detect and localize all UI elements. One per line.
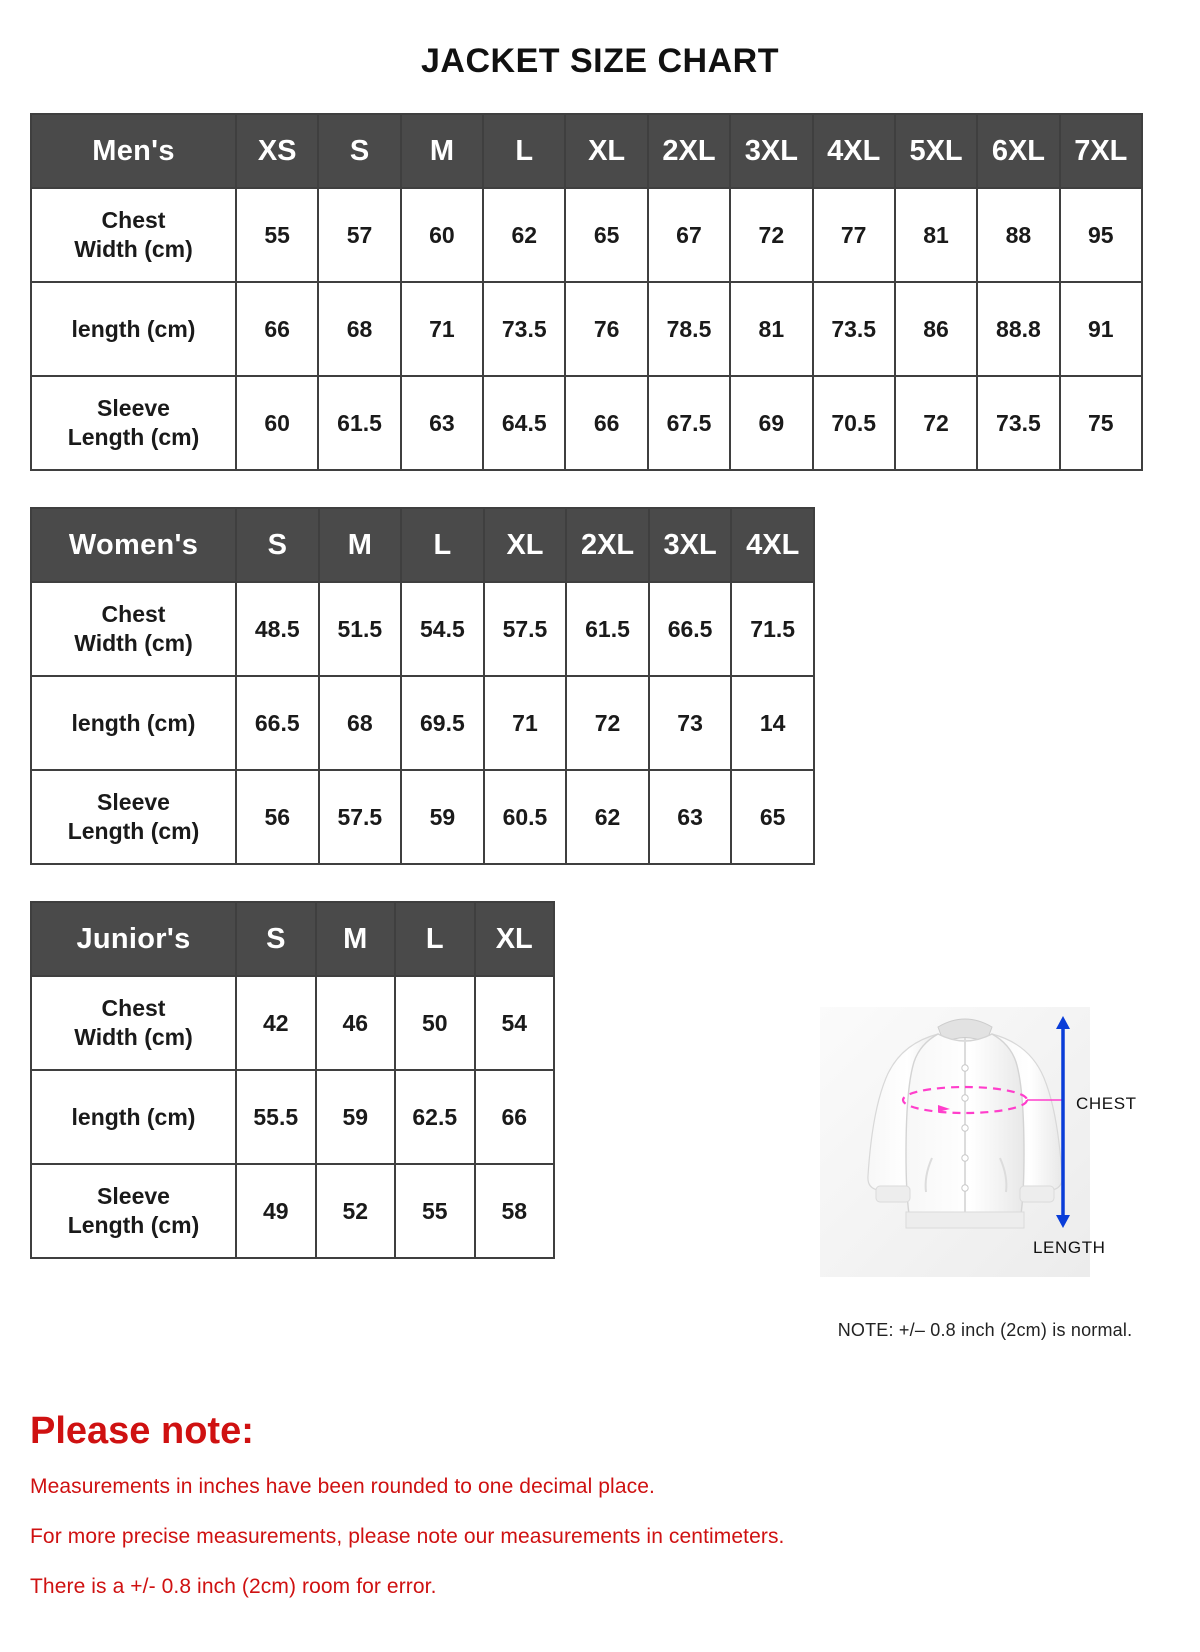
cell: 55 — [236, 188, 318, 282]
row-label-length — [31, 282, 236, 376]
juniors-size-l: L — [395, 902, 475, 976]
juniors-header-row — [31, 902, 554, 976]
cell: 69.5 — [401, 676, 484, 770]
row-label-line: Chest — [101, 995, 166, 1022]
please-note-section — [30, 1410, 1160, 1625]
cell: 66.5 — [649, 582, 732, 676]
womens-size-4xl: 4XL — [731, 508, 814, 582]
measurement-illustration — [810, 972, 1160, 1341]
cell: 54.5 — [401, 582, 484, 676]
womens-size-table — [30, 507, 815, 865]
table-row — [31, 676, 814, 770]
cell: 70.5 — [813, 376, 895, 470]
row-label-sleeve-length — [31, 770, 236, 864]
cell: 46 — [316, 976, 396, 1070]
cell: 68 — [319, 676, 402, 770]
cell: 62 — [483, 188, 565, 282]
table-row — [31, 188, 1142, 282]
cell: 58 — [475, 1164, 555, 1258]
mens-size-m: M — [401, 114, 483, 188]
row-label-line: length (cm) — [71, 709, 196, 736]
row-label-sleeve-length — [31, 1164, 236, 1258]
table-row — [31, 976, 554, 1070]
row-label-line: length (cm) — [71, 315, 196, 342]
womens-size-2xl: 2XL — [566, 508, 649, 582]
cell: 61.5 — [318, 376, 400, 470]
womens-size-xl: XL — [484, 508, 567, 582]
cell: 57 — [318, 188, 400, 282]
cell: 95 — [1060, 188, 1142, 282]
cell: 71.5 — [731, 582, 814, 676]
row-label-line: Length (cm) — [67, 424, 200, 450]
cell: 50 — [395, 976, 475, 1070]
row-label-line: Length (cm) — [67, 818, 200, 844]
mens-size-s: S — [318, 114, 400, 188]
chest-measure-label: CHEST — [1076, 1094, 1137, 1113]
cell: 51.5 — [319, 582, 402, 676]
please-note-heading: Please note: — [30, 1410, 254, 1452]
row-label-line: Sleeve — [97, 395, 170, 422]
row-label-line: Width (cm) — [74, 1024, 193, 1050]
size-chart-page — [0, 42, 1200, 1652]
mens-size-xs: XS — [236, 114, 318, 188]
tolerance-note: NOTE: +/– 0.8 inch (2cm) is normal. — [837, 1320, 1133, 1340]
cell: 61.5 — [566, 582, 649, 676]
mens-header-label: Men's — [31, 114, 236, 188]
cell: 72 — [895, 376, 977, 470]
juniors-header-label: Junior's — [31, 902, 236, 976]
table-row — [31, 770, 814, 864]
cell: 55.5 — [236, 1070, 316, 1164]
cell: 65 — [731, 770, 814, 864]
row-label-chest-width — [31, 976, 236, 1070]
cell: 67 — [648, 188, 730, 282]
cell: 65 — [565, 188, 647, 282]
mens-size-7xl: 7XL — [1060, 114, 1142, 188]
row-label-line: Length (cm) — [67, 1212, 200, 1238]
row-label-length — [31, 676, 236, 770]
cell: 57.5 — [319, 770, 402, 864]
cell: 66 — [475, 1070, 555, 1164]
please-note-line: There is a +/- 0.8 inch (2cm) room for error. — [30, 1575, 437, 1598]
cell: 64.5 — [483, 376, 565, 470]
juniors-size-xl: XL — [475, 902, 555, 976]
mens-size-3xl: 3XL — [730, 114, 812, 188]
cell: 42 — [236, 976, 316, 1070]
juniors-size-table — [30, 901, 555, 1259]
juniors-size-m: M — [316, 902, 396, 976]
mens-size-l: L — [483, 114, 565, 188]
cell: 73.5 — [813, 282, 895, 376]
please-note-line: Measurements in inches have been rounded to one decimal place. — [30, 1475, 655, 1498]
cell: 68 — [318, 282, 400, 376]
row-label-length — [31, 1070, 236, 1164]
cell: 55 — [395, 1164, 475, 1258]
cell: 77 — [813, 188, 895, 282]
cell: 72 — [730, 188, 812, 282]
womens-size-3xl: 3XL — [649, 508, 732, 582]
row-label-sleeve-length — [31, 376, 236, 470]
row-label-chest-width — [31, 582, 236, 676]
mens-size-table — [30, 113, 1143, 471]
row-label-line: Sleeve — [97, 1183, 170, 1210]
please-note-line: For more precise measurements, please note our measurements in centimeters. — [30, 1525, 785, 1548]
cell: 71 — [401, 282, 483, 376]
table-row — [31, 582, 814, 676]
cell: 88.8 — [977, 282, 1059, 376]
womens-size-l: L — [401, 508, 484, 582]
row-label-line: Chest — [101, 601, 166, 628]
cell: 57.5 — [484, 582, 567, 676]
cell: 73 — [649, 676, 732, 770]
mens-header-row — [31, 114, 1142, 188]
row-label-line: Width (cm) — [74, 236, 193, 262]
womens-size-s: S — [236, 508, 319, 582]
cell: 62 — [566, 770, 649, 864]
cell: 62.5 — [395, 1070, 475, 1164]
womens-header-label: Women's — [31, 508, 236, 582]
cell: 60 — [236, 376, 318, 470]
womens-header-row — [31, 508, 814, 582]
womens-size-m: M — [319, 508, 402, 582]
cell: 49 — [236, 1164, 316, 1258]
cell: 60.5 — [484, 770, 567, 864]
mens-size-4xl: 4XL — [813, 114, 895, 188]
cell: 67.5 — [648, 376, 730, 470]
cell: 72 — [566, 676, 649, 770]
table-row — [31, 1164, 554, 1258]
cell: 81 — [895, 188, 977, 282]
table-row — [31, 282, 1142, 376]
cell: 66 — [236, 282, 318, 376]
table-row — [31, 376, 1142, 470]
jacket-image — [820, 972, 1150, 1302]
cell: 75 — [1060, 376, 1142, 470]
row-label-line: Chest — [101, 207, 166, 234]
cell: 66 — [565, 376, 647, 470]
cell: 91 — [1060, 282, 1142, 376]
cell: 56 — [236, 770, 319, 864]
cell: 59 — [401, 770, 484, 864]
row-label-line: length (cm) — [71, 1103, 196, 1130]
cell: 63 — [401, 376, 483, 470]
table-row — [31, 1070, 554, 1164]
row-label-chest-width — [31, 188, 236, 282]
page-title: JACKET SIZE CHART — [421, 42, 779, 80]
cell: 48.5 — [236, 582, 319, 676]
row-label-line: Width (cm) — [74, 630, 193, 656]
cell: 73.5 — [977, 376, 1059, 470]
cell: 86 — [895, 282, 977, 376]
cell: 76 — [565, 282, 647, 376]
mens-size-5xl: 5XL — [895, 114, 977, 188]
cell: 52 — [316, 1164, 396, 1258]
cell: 81 — [730, 282, 812, 376]
cell: 14 — [731, 676, 814, 770]
row-label-line: Sleeve — [97, 789, 170, 816]
cell: 63 — [649, 770, 732, 864]
cell: 69 — [730, 376, 812, 470]
juniors-size-s: S — [236, 902, 316, 976]
mens-size-2xl: 2XL — [648, 114, 730, 188]
length-measure-label: LENGTH — [1033, 1238, 1106, 1257]
mens-size-6xl: 6XL — [977, 114, 1059, 188]
cell: 88 — [977, 188, 1059, 282]
cell: 54 — [475, 976, 555, 1070]
cell: 60 — [401, 188, 483, 282]
cell: 73.5 — [483, 282, 565, 376]
cell: 78.5 — [648, 282, 730, 376]
cell: 71 — [484, 676, 567, 770]
mens-size-xl: XL — [565, 114, 647, 188]
cell: 59 — [316, 1070, 396, 1164]
cell: 66.5 — [236, 676, 319, 770]
